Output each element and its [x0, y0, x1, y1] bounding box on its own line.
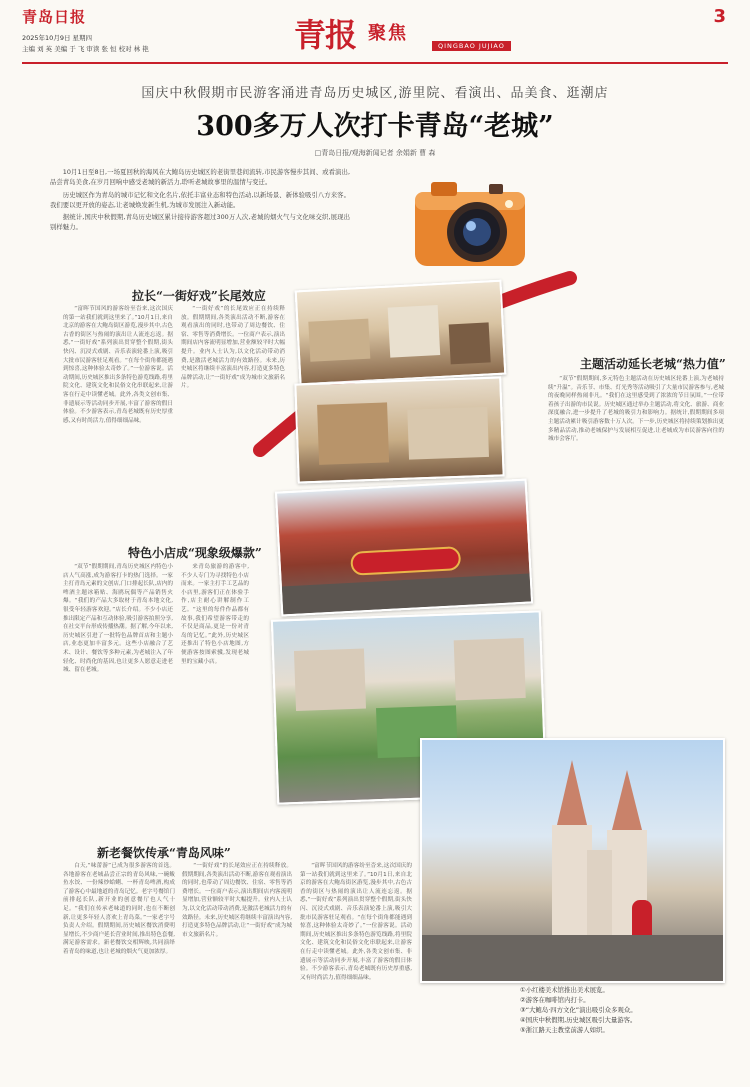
lede-paragraph: 据统计,国庆中秋假期,青岛历史城区累计接待游客超过300万人次,老城的烟火气与文化味交织,展现出别样魅力。 [50, 213, 350, 232]
photo-cathedral [420, 738, 725, 983]
article-column: “富晖节国风的游客纷至沓来,这次国庆的第一站我们就到这里来了。”10月1日,来自北京的游客在大鲍岛街区游览,漫步其中,古色古香的街区与热闹的演出让人流连忘返。据悉,“一街好戏”系列演出贯穿整个假期,街头快闪、沉浸式戏剧、音乐表演轮番上演,吸引大批市民游客驻足观看。“在每个街角都能遇到惊喜,这种体验太奇妙了。”一位游客说。活动期间,历史城区推出多条特色游览线路,将里院文化、建筑文化和民俗文化串联起来,让游客在行走中读懂老城。此外,各类文创市集、非遗展示等活动同步开展,丰富了游客的假日体验。不少游客表示,青岛老城既有历史厚重感,又有时尚活力,值得细细品味。 [63, 306, 173, 424]
section-heading: 主题活动延长老城“热力值” [580, 357, 726, 371]
section-brand: 青报 [294, 16, 357, 54]
caption: ①小红楼美术馆推出美术展览。 [520, 986, 609, 994]
article-column: 来青岛旅游的游客中,不少人专门为寻找特色小店而来。一家主打手工艺品的小店里,游客们正在体验手作,店主耐心讲解制作工艺。“这里的每件作品都有故事,我们希望游客带走的不仅是商品,更是一份对青岛的记忆。”此外,历史城区还推出了特色小店地图,方便游客按图索骥,发现老城里的宝藏小店。 [181, 564, 249, 665]
cathedral-drawing [422, 740, 725, 983]
caption: ④国庆中秋假期,历史城区吸引大量游客。 [520, 1016, 637, 1024]
camera-illustration [405, 168, 535, 278]
photo-art-gallery [295, 280, 507, 386]
headline-title: 300多万人次打卡青岛“老城” [196, 111, 554, 142]
section-name: 聚焦 [368, 23, 408, 44]
section-heading: 特色小店成“现象级爆款” [128, 546, 262, 560]
lede-paragraph: 10月1日至8日,一场夏回秋的海风在大鲍岛历史城区的老街里巷间流转,市民游客慢步其间、或看演出,品尝青岛美食,在岁月回响中感受老城的新活力,聆听老城故事里的温情与变迁。 [50, 168, 350, 187]
section-heading: 拉长“一街好戏”长尾效应 [132, 289, 266, 303]
caption: ⑤浙江路天主教堂前游人如织。 [520, 1026, 609, 1034]
section-heading: 新老餐饮传承“青岛风味” [97, 846, 231, 860]
caption: ③“大鲍岛·四方文化”演出吸引众多观众。 [520, 1006, 637, 1014]
editor-line: 主编 刘 英 美编 于 飞 审读 张 恒 校对 林 艳 [22, 45, 149, 53]
masthead [22, 6, 728, 58]
issue-date: 2025年10月9日 星期四 [22, 34, 93, 42]
photo-performance-street [275, 478, 533, 616]
article-column: 白天,“味蕾游”已成为很多游客的首选。各地游客在老城品尝正宗的青岛风味,一碗鲅鱼水饺、一份辣炒蛤蜊、一杯青岛啤酒,构成了游客心中最地道的青岛记忆。老字号餐馆门前排起长队,新开业的创意餐厅也人气十足。“我们在传承老味道的同时,也在不断创新,让更多年轻人喜欢上青岛菜。”一家老字号负责人介绍。假期期间,历史城区餐饮消费明显增长,不少商户延长营业时间,推出特色套餐,满足游客需求。新老餐饮交相辉映,共同演绎着青岛的味道,也让老城的烟火气更加浓厚。 [63, 863, 175, 955]
photo-captions [520, 985, 720, 1035]
lede [50, 167, 350, 235]
lede-paragraph: 历史城区作为青岛的城市记忆和文化名片,依托丰富业态和特色活动,以新场景、新体验吸引八方来客。我们要以更开放的姿态,让老城焕发新生机,为城市发展注入新动能。 [50, 190, 350, 209]
photo-cafe [294, 376, 504, 483]
article-column: “一街好戏”的长尾效应正在持续释放。假期期间,各类演出活动不断,游客在观看演出的同时,也带动了周边餐饮、住宿、零售等消费增长。一位商户表示,演出期间店内客流明显增加,营业额较平时大幅提升。业内人士认为,以文化活动带动消费,是激活老城活力的有效路径。未来,历史城区将继续丰富演出内容,打造更多特色品牌活动,让“一街好戏”成为城市文旅新名片。 [182, 863, 292, 938]
article-column: “富晖节国风的游客纷至沓来,这次国庆的第一站我们就到这里来了。”10月1日,来自北京的游客在大鲍岛街区游览,漫步其中,古色古香的街区与热闹的演出让人流连忘返。据悉,“一街好戏”系列演出贯穿整个假期,街头快闪、沉浸式戏剧、音乐表演轮番上演,吸引大批市民游客驻足观看。“在每个街角都能遇到惊喜,这种体验太奇妙了。”一位游客说。活动期间,历史城区推出多条特色游览线路,将里院文化、建筑文化和民俗文化串联起来,让游客在行走中读懂老城。此外,各类文创市集、非遗展示等活动同步开展,丰富了游客的假日体验。不少游客表示,青岛老城既有历史厚重感,又有时尚活力,值得细细品味。 [300, 863, 412, 981]
page-number: 3 [713, 6, 726, 27]
headline-subtitle: 国庆中秋假期市民游客涌进青岛历史城区,游里院、看演出、品美食、逛潮店 [141, 86, 609, 101]
article-column: “双节”假期期间,青岛历史城区内特色小店人气高涨,成为游客打卡的热门选择。一家主打青岛元素的文创店,门口排起长队,店内的啤酒主题冰箱贴、海鸥玩偶等产品销售火爆。“我们的产品大多取材于青岛本地文化,很受年轻游客欢迎。”店长介绍。不少小店还推出限定产品和互动体验,吸引游客拍照分享,在社交平台形成传播热潮。据了解,今年以来,历史城区引进了一批特色品牌首店和主题小店,业态更加丰富多元。这些小店融合了艺术、设计、餐饮等多种元素,为老城注入了年轻化、时尚化的基因,也让更多人愿意走进老城、留在老城。 [63, 564, 173, 674]
caption: ②游客在咖啡馆内打卡。 [520, 996, 590, 1004]
section-en: QINGBAO JUJIAO [432, 41, 511, 51]
article-column: “一街好戏”的长尾效应正在持续释放。假期期间,各类演出活动不断,游客在观看演出的同时,也带动了周边餐饮、住宿、零售等消费增长。一位商户表示,演出期间店内客流明显增加,营业额较平时大幅提升。业内人士认为,以文化活动带动消费,是激活老城活力的有效路径。未来,历史城区将继续丰富演出内容,打造更多特色品牌活动,让“一街好戏”成为城市文旅新名片。 [181, 306, 285, 390]
newspaper-logo: 青岛日报 [22, 8, 87, 26]
header-rule [22, 62, 728, 64]
article-column: “双节”假期期间,多元特色主题活动在历史城区轮番上演,为老城持续“升温”。音乐节、市集、灯光秀等活动吸引了大量市民游客参与,老城的夜晚同样热闹非凡。“我们在这里感受到了浓浓的节日氛围。”一位带着孩子出游的市民说。历史城区通过举办主题活动,将文化、旅游、商业深度融合,进一步提升了老城的吸引力和影响力。据统计,假期期间多项主题活动累计吸引游客数十万人次。下一步,历史城区将持续策划推出更多精品活动,推动老城保护与发展相互促进,让老城成为市民游客向往的城市会客厅。 [548, 376, 724, 443]
byline: □青岛日报/观海新闻记者 余娟新 曹 森 [314, 149, 436, 157]
